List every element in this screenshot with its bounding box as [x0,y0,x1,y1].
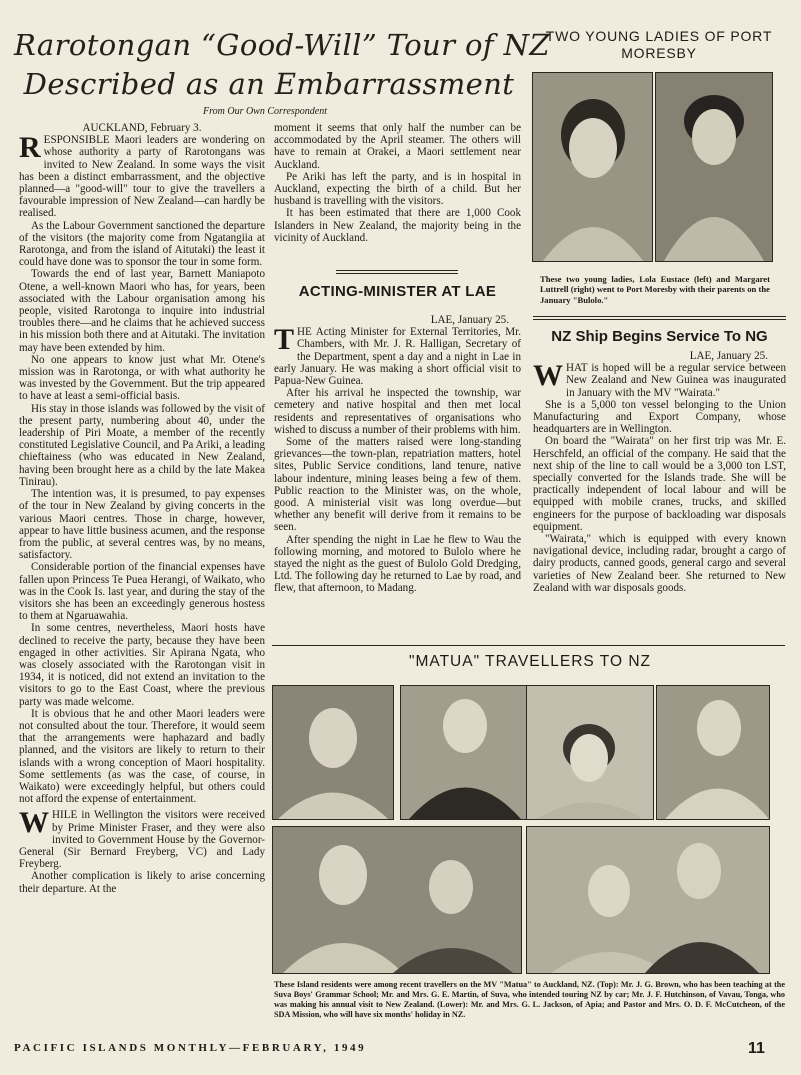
paragraph: His stay in those islands was followed by the visit of the present party, numbering about 40, under the leadership of Piri Moate, a member of the recently constituted Legislative Council, and Pa Ariki, a leading chieftainess (who was educated in New Zealand, having been brought here as a child by the late Makea Tinirau). [19,402,265,488]
portrait-woman-icon [527,686,653,819]
paragraph: In some centres, nevertheless, Maori hosts have declined to receive the party, because they have been engaged in other activities. Sir Apirana Ngata, who was closely associated with the Rarotongan visit in 1934, it is noticed, did not extend an invitation to the visitors to go to the East Coast, where the previous party was made welcome. [19,622,265,708]
divider [272,645,785,646]
headline-line-1: Rarotongan “Good-Will” Tour of NZ [14,28,550,62]
photo-lola-eustace [532,72,653,262]
paragraph: After spending the night in Lae he flew to Wau the following morning, and motored to Bulolo where he stayed the night as the guest of Bulolo Gold Dredging, Ltd. The following day he returned to Lae by road, and flew, that afternoon, to Madang. [274,533,521,595]
paragraph: It is obvious that he and other Maori leaders were not consulted about the tour. Therefore, it would seem that the arrangements were haphazard and badly planned, and the visitors are likely to return to their islands with a wrong conception of Maori hospitality. Some settlements (as was the case, of course, in Waikato) were exceedingly helpful, but others could not afford the expense of entertainment. [19,707,265,806]
matua-photo-caption: These Island residents were among recent travellers on the MV "Matua" to Auckland, NZ. (Top): Mr. J. G. Brown, who has been teaching at the Suva Boys' Grammar School; Mr. and Mrs. G. E. Martin, of Suva, who intended touring NZ by car; Mr. J. F. Hutchinson, of Vavau, Tonga, who was making his annual visit to New Zealand. (Lower): Mr. and Mrs. G. L. Jackson, of Apia; and Pastor and Mrs. O. D. F. McCutcheon, of the SDA Mission, who will have six months' holiday in NZ. [274,980,785,1019]
photo-margaret-luttrell [655,72,773,262]
paragraph: The intention was, it is presumed, to pay expenses of the tour in New Zealand by giving concerts in the various Maori centres. Those in charge, however, appear to have little business acumen, and the response from the public, at several centres was, by no means, satisfactory. [19,488,265,562]
paragraph: "Wairata," which is equipped with every known navigational device, including radar, brought a cargo of dairy products, canned goods, general cargo and several varieties of New Zealand beer. She returned to New Zealand with war disposals goods. [533,533,786,594]
photo-header-line-1: TWO YOUNG LADIES OF PORT [545,28,773,44]
paragraph: Some of the matters raised were long-standing grievances—the town-plan, repatriation matters, hotel sites, Public Service conditions, land tenure, native labour indenture, mining leases being a few of them. Public reaction to the Minister was, on the whole, good. A ministerial visit was long overdue—but whether any benefit will derive from it remains to be seen. [274,436,521,534]
drop-cap: W [19,806,49,840]
paragraph: Pe Ariki has left the party, and is in hospital in Auckland, expecting the birth of a child. But her husband is travelling with the visitors. [274,170,521,208]
paragraph: HE Acting Minister for External Territories, Mr. Chambers, with Mr. J. R. Halligan, Secretary of the Department, spent a day and a night in Lae in early January. He was making a short official visit to Papua-New Guinea. [274,326,521,388]
matua-heading: "MATUA" TRAVELLERS TO NZ [408,653,651,670]
paragraph: HAT is hoped will be a regular service between New Zealand and New Guinea was inaugurated in January with the MV "Wairata." [566,362,786,399]
portrait-girl-icon [656,73,772,261]
photo-pastor-mrs-mccutcheon [526,826,770,974]
paragraph: Another complication is likely to arise concerning their departure. At the [19,870,265,895]
dateline: LAE, January 25. [689,350,768,362]
photo-caption-top: These two young ladies, Lola Eustace (left) and Margaret Luttrell (right) went to Port Moresby with their parents on the January "Bulolo." [540,274,770,305]
paragraph: moment it seems that only half the number can be accommodated by the April steamer. The others will have to remain at Orakei, a Maori settlement near Auckland. [274,122,521,171]
photo-j-g-brown [272,685,394,820]
photo-mr-martin [400,685,530,820]
drop-cap: W [533,359,563,393]
photo-header [528,28,790,62]
paragraph: As the Labour Government sanctioned the departure of the visitors (the majority come from Ngatangiia at Rarotonga, and from the island of Aitutaki) the least it could have done was to sponsor the tour in some form. [19,219,265,269]
drop-cap: R [19,131,41,165]
dateline: LAE, January 25. [430,314,509,326]
headline-line-2: Described as an Embarrassment [23,67,515,101]
article-rarotongan-column-2 [274,122,521,264]
acting-minister-heading: ACTING-MINISTER AT LAE [298,283,497,300]
article-acting-minister [274,314,521,642]
portrait-couple-icon [527,827,769,973]
paragraph: On board the "Wairata" on her first trip was Mr. E. Herschfeld, an official of the company. He said that the next ship of the line to call would be a 3,000 ton LST, specially converted for the Islands trade. She will be practically independent of local labour and will be equipped with mobile cranes, trucks, and skilled engineers for the purpose of backloading war disposals equipment. [533,435,786,533]
photo-j-f-hutchinson [656,685,770,820]
portrait-man-icon [273,686,393,819]
photo-mr-mrs-jackson [272,826,522,974]
divider [533,316,786,320]
paragraph: It has been estimated that there are 1,000 Cook Islanders in New Zealand, the majority being in the vicinity of Auckland. [274,207,521,244]
nz-ship-heading: NZ Ship Begins Service To NG [551,328,768,345]
portrait-couple-icon [273,827,521,973]
article-rarotongan-column-1 [19,122,265,1035]
paragraph: Considerable portion of the financial expenses have fallen upon Princess Te Puea Herangi, of Waikato, who was in the Cook Is. last year, and during the stay of the visitors she has been an exceedingly generous hostess to them at Ngaruawahia. [19,561,265,623]
dateline: AUCKLAND, February 3. [82,122,202,134]
portrait-man-icon [401,686,529,819]
photo-header-line-2: MORESBY [621,45,697,61]
paragraph: Towards the end of last year, Barnett Maniapoto Otene, a well-known Maori who has, for years, been associated with the Labour organisation among his people, visited Rarotonga to inquire into industrial troubles there—and he claims that he achieved success in his mission both there and at Aitutaki. The invitation may have been extended by him. [19,268,265,354]
drop-cap: T [274,323,295,357]
page-number: 11 [748,1040,765,1057]
footer-masthead: PACIFIC ISLANDS MONTHLY—FEBRUARY, 1949 [14,1042,367,1054]
main-headline [14,26,550,104]
paragraph: No one appears to know just what Mr. Otene's mission was in Rarotonga, or with what authority he was invested by the Government. But the trip appeared to have at least a semi-official basis. [19,353,265,403]
photo-mrs-martin [526,685,654,820]
paragraph: After his arrival he inspected the township, war cemetery and native hospital and then met local residents and representatives of organisations who wished to discuss a number of their problems with him. [274,387,521,436]
byline: From Our Own Correspondent [203,106,327,117]
paragraph: ESPONSIBLE Maori leaders are wondering on whose authority a party of Rarotongans was invited to New Zealand. In some ways the visit has been a distinct embarrassment, and the objective planned—a "good-will" tour to give the travellers a favourable impression of New Zealand—can hardly be realised. [19,134,265,220]
article-nz-ship [533,350,786,640]
paragraph: She is a 5,000 ton vessel belonging to the Union Manufacturing and Export Company, whose headquarters are in Wellington. [533,398,786,436]
portrait-girl-icon [533,73,652,261]
paragraph: HILE in Wellington the visitors were received by Prime Minister Fraser, and they were also invited to Government House by the Governor-General (Sir Bernard Freyberg, VC) and Lady Freyberg. [19,809,265,871]
divider [336,270,458,274]
portrait-man-icon [657,686,769,819]
